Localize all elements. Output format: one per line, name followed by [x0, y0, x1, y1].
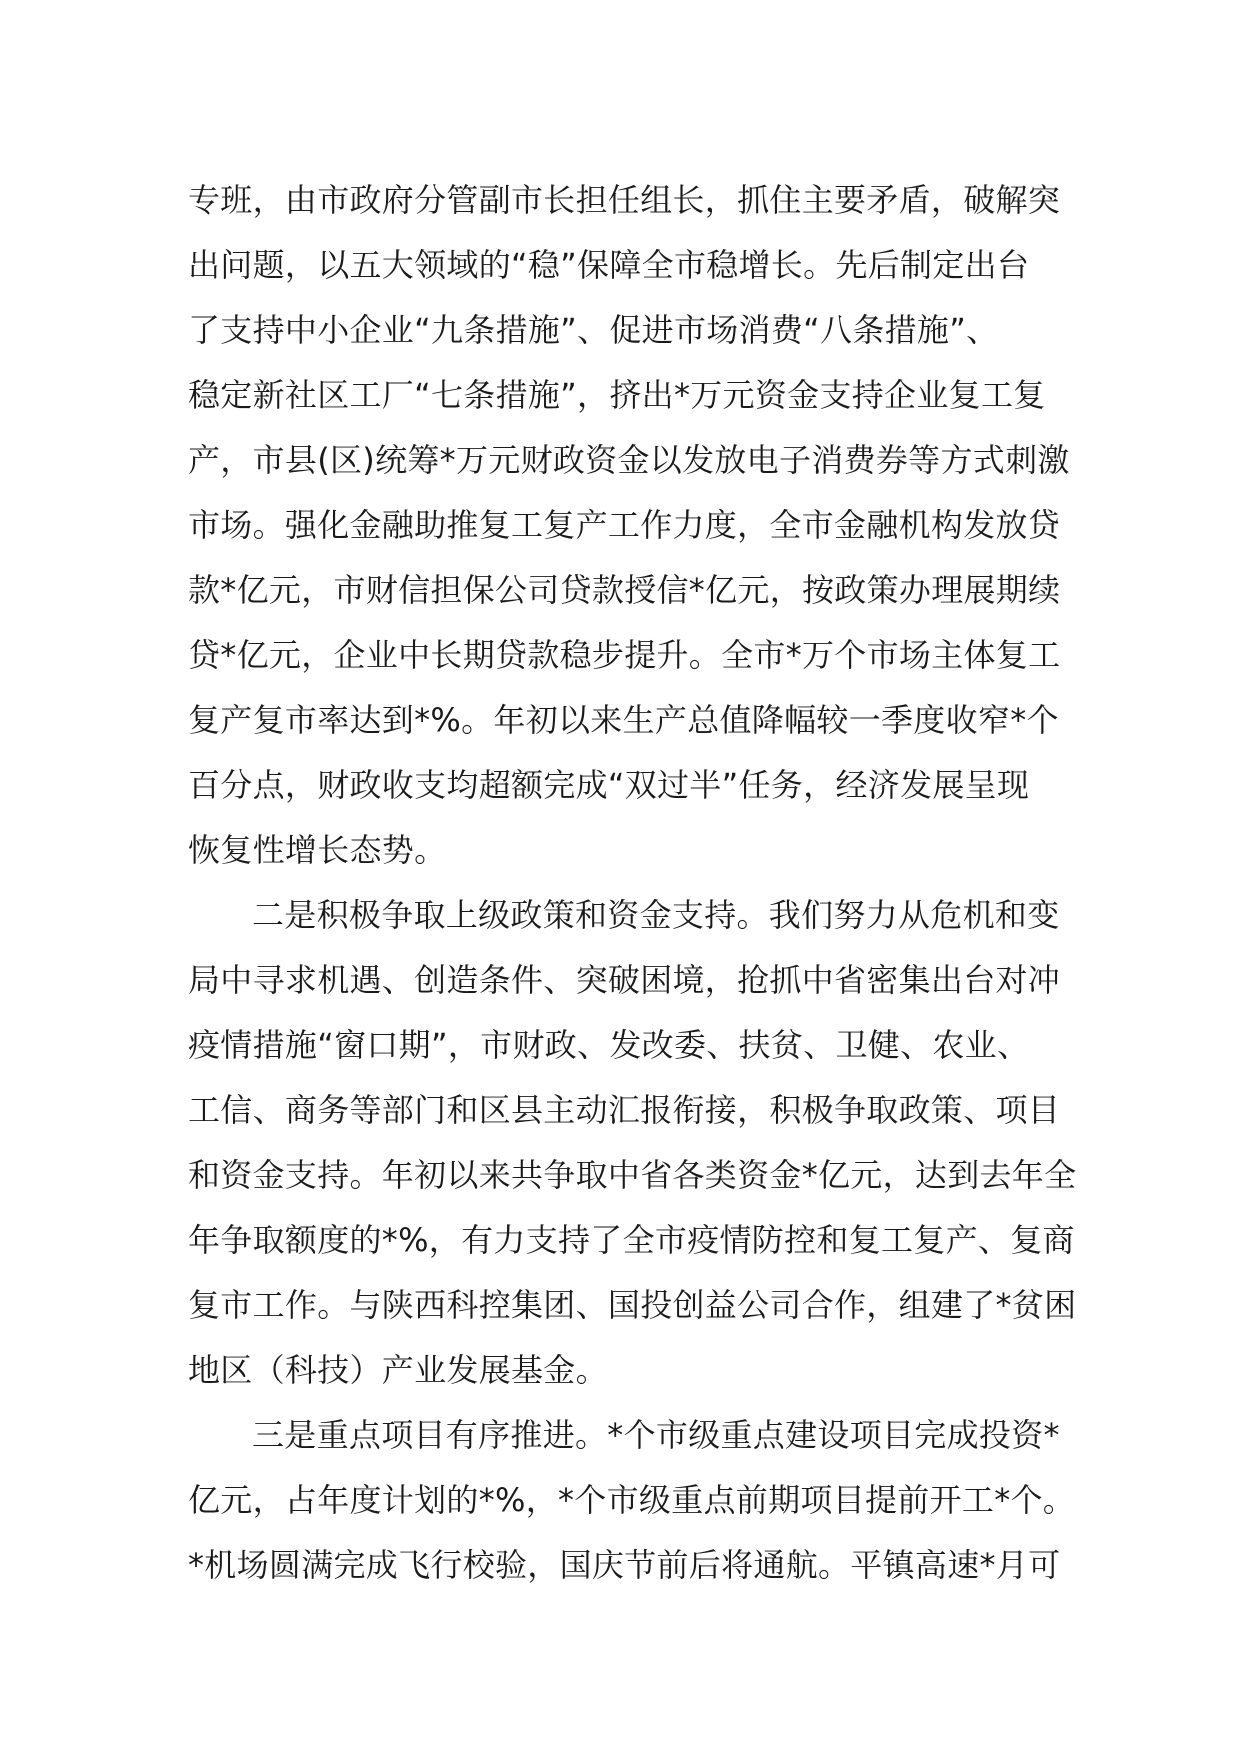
text-line: 百分点，财政收支均超额完成“双过半”任务，经济发展呈现	[188, 766, 1030, 804]
text-line: 了支持中小企业“九条措施”、促进市场消费“八条措施”、	[188, 311, 999, 349]
text-line: 稳定新社区工厂“七条措施”，挤出*万元资金支持企业复工复	[188, 376, 1046, 414]
text-line: 复产复市率达到*%。年初以来生产总值降幅较一季度收窄*个	[188, 701, 1059, 739]
text-line: 年争取额度的*%，有力支持了全市疫情防控和复工复产、复商	[188, 1221, 1075, 1259]
text-line: 亿元，占年度计划的*%，*个市级重点前期项目提前开工*个。	[188, 1481, 1076, 1519]
text-line: *机场圆满完成飞行校验，国庆节前后将通航。平镇高速*月可	[188, 1546, 1061, 1584]
text-line: 地区（科技）产业发展基金。	[188, 1351, 608, 1389]
paragraph-start-line: 二是积极争取上级政策和资金支持。我们努力从危机和变	[252, 896, 1060, 934]
text-line: 局中寻求机遇、创造条件、突破困境，抢抓中省密集出台对冲	[188, 961, 1061, 999]
text-line: 市场。强化金融助推复工复产工作力度，全市金融机构发放贷	[188, 506, 1061, 544]
body-text	[188, 168, 1077, 1598]
text-line: 复市工作。与陕西科控集团、国投创益公司合作，组建了*贫困	[188, 1286, 1077, 1324]
text-line: 出问题，以五大领域的“稳”保障全市稳增长。先后制定出台	[188, 246, 1030, 284]
text-line: 疫情措施“窗口期”，市财政、发改委、扶贫、卫健、农业、	[188, 1026, 1030, 1064]
text-line: 工信、商务等部门和区县主动汇报衔接，积极争取政策、项目	[188, 1091, 1061, 1129]
text-line: 和资金支持。年初以来共争取中省各类资金*亿元，达到去年全	[188, 1156, 1077, 1194]
text-line: 贷*亿元，企业中长期贷款稳步提升。全市*万个市场主体复工	[188, 636, 1061, 674]
paragraph-start-line: 三是重点项目有序推进。*个市级重点建设项目完成投资*	[252, 1416, 1060, 1454]
text-line: 款*亿元，市财信担保公司贷款授信*亿元，按政策办理展期续	[188, 571, 1061, 609]
text-line: 专班，由市政府分管副市长担任组长，抓住主要矛盾，破解突	[188, 181, 1061, 219]
text-line: 产，市县(区)统筹*万元财政资金以发放电子消费券等方式刺激	[188, 441, 1070, 479]
text-line: 恢复性增长态势。	[188, 831, 447, 869]
